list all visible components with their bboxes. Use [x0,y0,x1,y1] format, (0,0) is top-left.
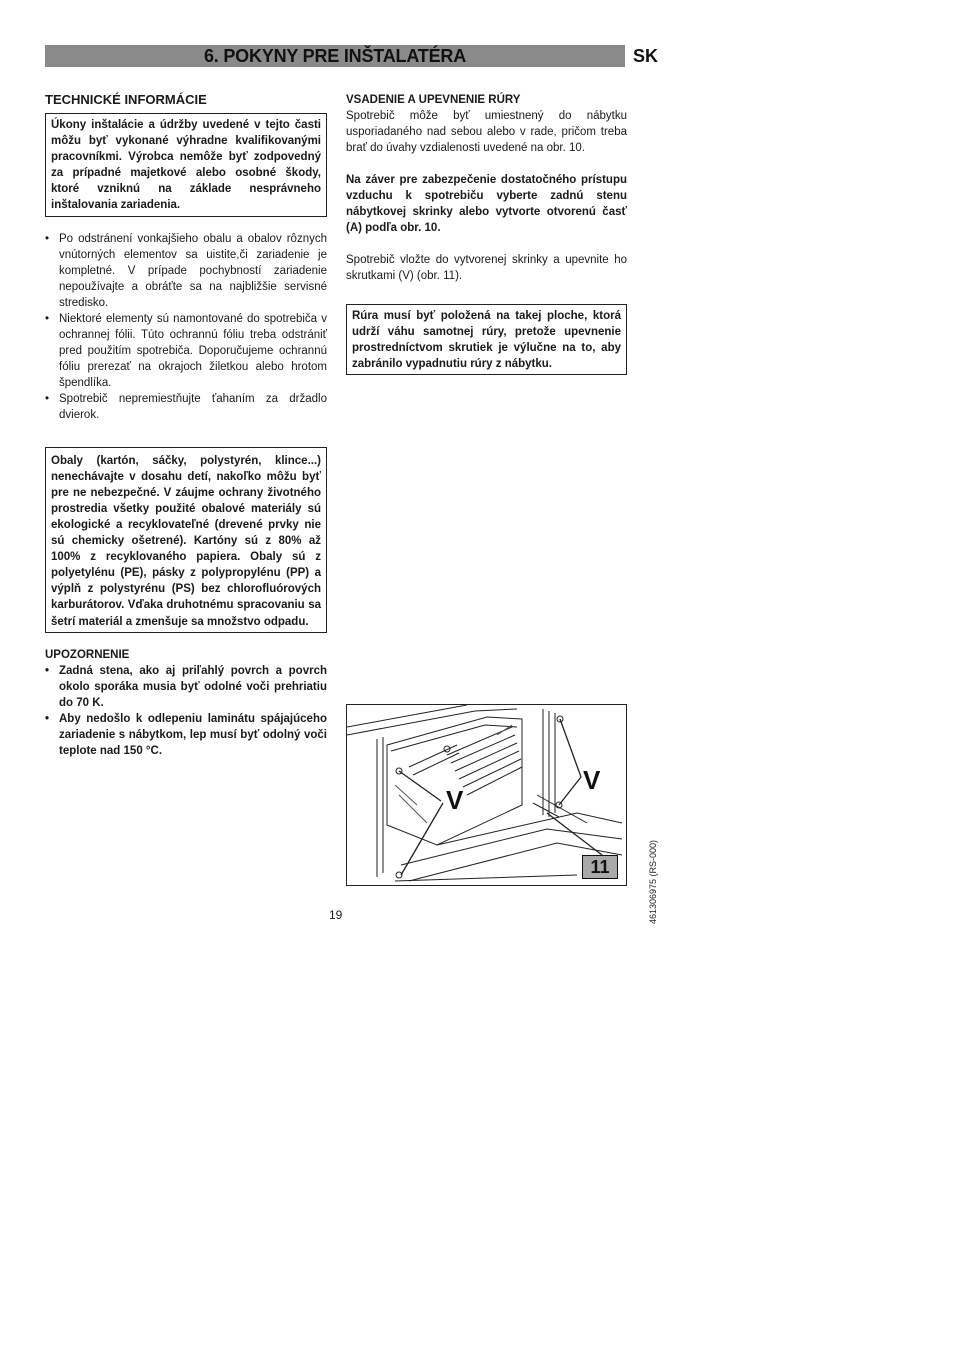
technical-info-heading: TECHNICKÉ INFORMÁCIE [45,92,207,107]
installation-bullets [45,231,327,423]
fitting-heading: VSADENIE A UPEVNENIE RÚRY [346,94,521,106]
screw-label-right: V [583,765,601,795]
warning-heading: UPOZORNENIE [45,648,130,661]
figure-number-badge: 11 [582,855,618,879]
fitting-paragraph-2: Na záver pre zabezpečenie dostatočného prístupu vzduchu k spotrebiču vyberte zadnú stenu nábytkovej skrinky alebo vytvorte otvorenú časť (A) podľa obr. 10. [346,174,627,234]
left-column [45,92,327,759]
list-item: • Niektoré elementy sú namontované do spotrebiča v ochrannej fólii. Túto ochrannú fóliu treba odstrániť pred použitím spotrebiča. Doporučujeme ochrannú fóliu prerezať na okrajoch žiletkou alebo hrotom špendlíka. [45,311,327,391]
figure-oven-fixing [346,704,627,886]
list-item: • Spotrebič nepremiestňujte ťahaním za držadlo dvierok. [45,391,327,423]
fitting-paragraph-3: Spotrebič vložte do vytvorenej skrinky a upevnite ho skrutkami (V) (obr. 11). [346,254,627,282]
weight-support-notice: Rúra musí byť položená na takej ploche, ktorá udrží váhu samotnej rúry, pretože upevnenie prostredníctvom skrutiek je výlučne na to, aby zabránilo vypadnutiu rúry z nábytku. [346,304,627,375]
document-code: 461306975 (RS-000) [648,839,658,924]
warning-list [45,663,327,759]
section-title: 6. POKYNY PRE INŠTALATÉRA [203,45,467,66]
language-code: SK [633,46,659,66]
packaging-notice: Obaly (kartón, sáčky, polystyrén, klince...) nenechávajte v dosahu detí, nakoľko môžu byť pre ne nebezpečné. V záujme ochrany životného prostredia všetky použité obalové materiály sú ekologické a recyklovateľné (drevené prvky nie sú chemicky ošetrené). Kartóny sú z 80% až 100% z recyklovaného papiera. Obaly sú z polyetylénu (PE), pásky z polypropylénu (PP) a výplň z polystyrénu (PS) bez chlorofluórových karburátorov. Vďaka druhotnému spracovaniu sa šetrí materiál a zmenšuje sa množstvo odpadu. [45,447,327,633]
right-column [346,92,627,375]
page-number: 19 [329,908,343,922]
list-item: • Aby nedošlo k odlepeniu laminátu spájajúceho zariadenie s nábytkom, lep musí byť odolný voči teplote nad 150 °C. [45,711,327,759]
list-item: • Po odstránení vonkajšieho obalu a obalov rôznych vnútorných elementov sa uistite,či zariadenie je kompletné. V prípade pochybností zariadenie nepoužívajte a obráťte sa na najbližšie servisné stredisko. [45,231,327,311]
fitting-paragraph-1: Spotrebič môže byť umiestnený do nábytku usporiadaného nad sebou alebo v rade, pričom treba brať do úvahy vzdialenosti uvedené na obr. 10. [346,110,627,154]
screw-label-left: V [446,785,464,815]
qualified-staff-notice: Úkony inštalácie a údržby uvedené v tejto časti môžu byť vykonané výhradne kvalifikovanými pracovníkmi. Výrobca nemôže byť zodpovedný za prípadné majetkové alebo osobné škody, ktoré vzniknú na základe nesprávneho inštalovania zariadenia. [45,113,327,217]
section-header-bar [45,45,625,67]
list-item: • Zadná stena, ako aj priľahlý povrch a povrch okolo sporáka musia byť odolné voči prehriatiu do 70 K. [45,663,327,711]
